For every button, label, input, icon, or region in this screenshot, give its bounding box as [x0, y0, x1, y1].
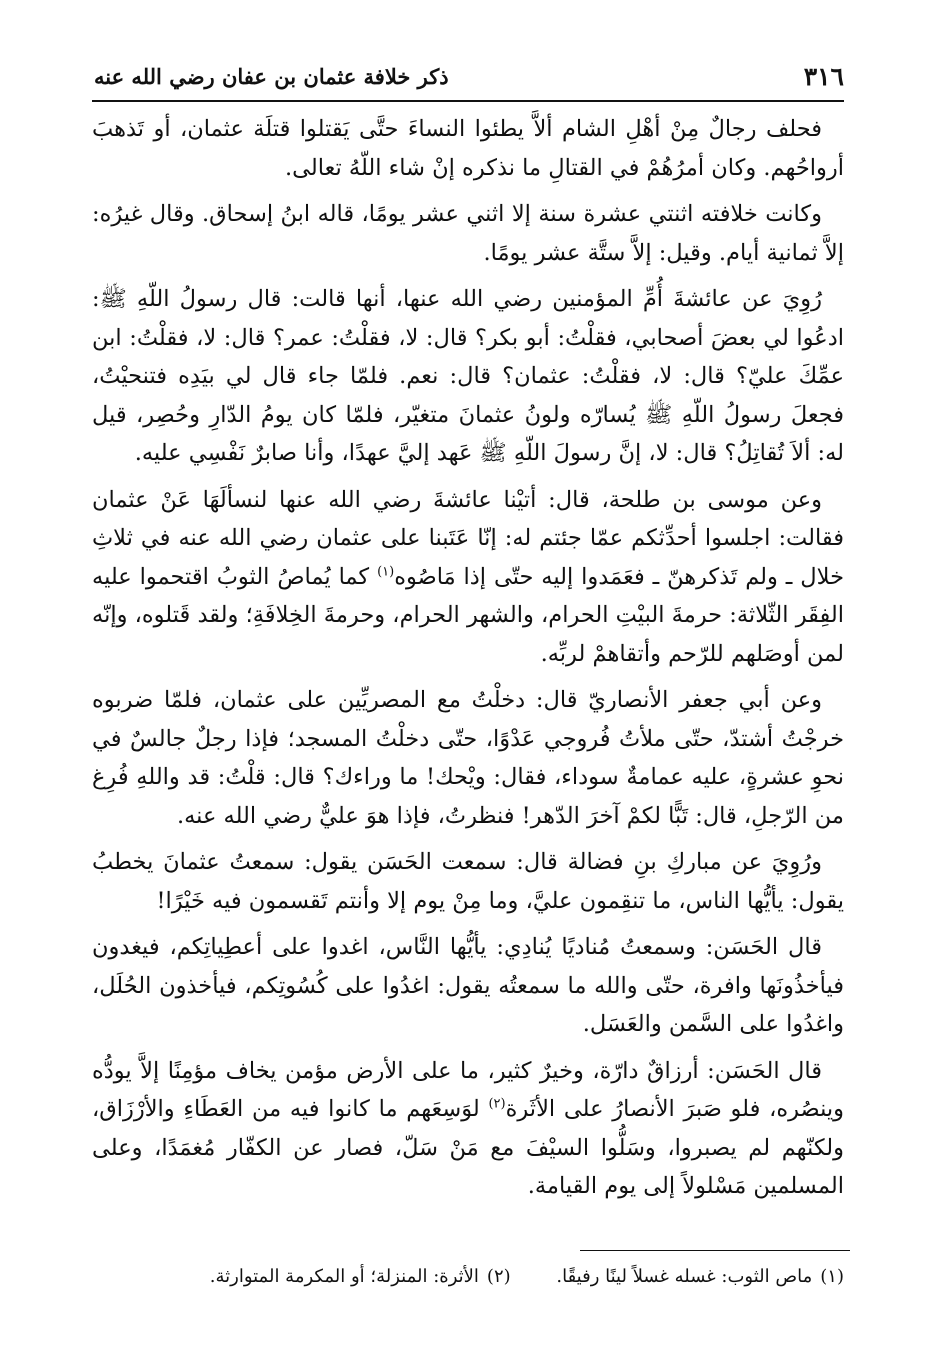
paragraph: فحلف رجالٌ مِنْ أهْلِ الشام ألاَّ يطئوا النساءَ حتَّى يَقتلوا قتلَة عثمان، أو تَذهبَ أرواحُهم. وكان أمرُهُمْ في القتالِ ما نذكره إنْ شاء اللّهُ تعالى. [92, 116, 844, 181]
paragraph: قال الحَسَن: وسمعتُ مُناديًا يُنادِي: يأيُّها النَّاس، اغدوا على أعطِياتِكم، فيغدون فيأخذُونَها وافرة، حتّى والله ما سمعتُه يقول: اغدُوا على كُسُوتِكم، فيأخذون الحُلَل، واغدُوا على السَّمن والعَسَل. [92, 934, 844, 1037]
page-header [92, 58, 844, 98]
paragraph [92, 481, 844, 674]
footnote-text: ماص الثوب: غسله غسلاً لينًا رفيقًا. [556, 1266, 813, 1287]
paragraph: رُوِيَ عن عائشةَ أُمِّ المؤمنين رضي الله عنها، أنها قالت: قال رسولُ اللّهِ ﷺ: ادعُوا لي بعضَ أصحابي، فقلْتُ: أبو بكر؟ قال: لا، فقلْتُ: عمر؟ قال: لا، فقلْتُ: ابن عمِّكَ عليّ؟ قال: لا، فقلْتُ: عثمان؟ قال: نعم. فلمّا جاء قال لي بيَدِه فتنحيْتُ، فجعلَ رسولُ اللّهِ ﷺ يُسارّه ولونُ عثمانَ متغيّر، فلمّا كان يومُ الدّارِ وحُصِر، قيل له: ألاَ تُقاتِلُ؟ قال: لا، إنَّ رسولَ اللّهِ ﷺ عَهد إليَّ عهدًا، وأنا صابرٌ نَفْسِي عليه. [92, 286, 844, 466]
page-number: ٣١٦ [803, 62, 844, 91]
footnote-2 [210, 1262, 511, 1292]
paragraph-part: قال الحَسَن: أرزاقٌ دارّة، وخيرٌ كثير، ما على الأرض مؤمن يخاف مؤمِنًا إلاَّ يودُّه وينصُره، فلو صَبرَ الأنصارُ على الأثَرة [92, 1057, 844, 1122]
footnote-number: (٢) [486, 1266, 511, 1287]
paragraph-part: كما يُماصُ الثوبُ اقتحموا عليه الفِقَر الثّلاثة: حرمةَ البيْتِ الحرام، والشهر الحرام، وحرمةَ الخِلافَةِ؛ ولقد قَتلوه، وإنّه لمن أوصَلهم للرّحم وأتقاهمْ لربِّه. [92, 563, 844, 667]
paragraph-part: وعن موسى بن طلحة، قال: أتيْنا عائشةَ رضي الله عنها لنسألَهَا عَنْ عثمان فقالت: اجلسوا أحدِّثكم عمّا جئتم له: إنّا عَتَبنا على عثمان رضي الله عنه في ثلاثِ خلال ـ ولم تَذكرهنّ ـ فعَمَدوا إليه حتّى إذا مَاصُوه [92, 486, 844, 590]
footnote-ref-1[interactable]: (١) [377, 564, 395, 579]
paragraph: وعن أبي جعفر الأنصاريّ قال: دخلْتُ مع المصريِّين على عثمان، فلمّا ضربوه خرجْتُ أشتدّ، حتّى ملأتُ فُروجي عَدْوًا، حتّى دخلْتُ المسجد؛ فإذا رجلٌ جالسٌ في نحوِ عشرةٍ، عليه عمامةٌ سوداء، فقال: ويْحك! ما وراءك؟ قال: قلْتُ: قد واللهِ فُرِغ من الرّجلِ، قال: تَبًّا لكمْ آخرَ الدّهر! فنظرتُ، فإذا هوَ عليٌّ رضي الله عنه. [92, 687, 844, 829]
body-text [92, 110, 844, 1214]
footnote-text: الأثرة: المنزلة؛ أو المكرمة المتوارثة. [209, 1266, 479, 1287]
footnote-1 [556, 1262, 844, 1292]
paragraph: ورُوِيَ عن مباركِ بنِ فضالة قال: سمعت الحَسَن يقول: سمعتُ عثمانَ يخطبُ يقول: يأيُّها الناس، ما تنقِمون عليَّ، وما مِنْ يوم إلا وأنتم تَقسمون فيه خَيْرًا! [92, 849, 844, 914]
paragraph-part: لوَسِعَهم ما كانوا فيه من العَطَاءِ والأرْزَاق، ولكنّهم لم يصبروا، وسَلُّوا السيْفَ مع مَنْ سَلّ، فصار عن الكفّار مُغمَدًا، وعلى المسلمين مَسْلولاً إلى يوم القيامة. [92, 1096, 844, 1199]
paragraph: وكانت خلافته اثنتي عشرة سنة إلا اثني عشر يومًا، قاله ابنُ إسحاق. وقال غيرُه: إلاَّ ثمانية أيام. وقيل: إلاَّ ستَّة عشر يومًا. [92, 201, 844, 266]
running-title: ذكر خلافة عثمان بن عفان رضي الله عنه [94, 64, 449, 89]
footnote-rule [580, 1250, 850, 1251]
header-rule [92, 100, 844, 102]
footnotes [92, 1262, 844, 1292]
footnote-ref-2[interactable]: (٢) [488, 1096, 506, 1112]
paragraph [92, 1052, 844, 1206]
footnote-number: (١) [820, 1266, 844, 1287]
